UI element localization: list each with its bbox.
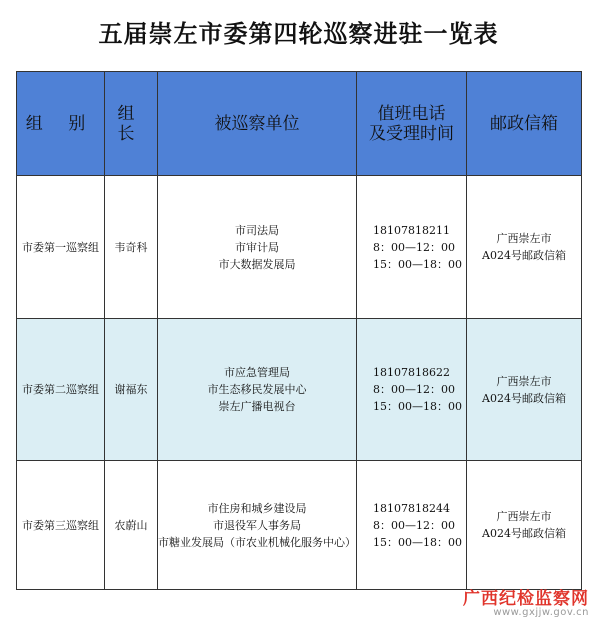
- mail-line2: A024号邮政信箱: [482, 249, 566, 262]
- phone-number: 18107818622: [373, 366, 450, 379]
- mail-line1: 广西崇左市: [496, 374, 552, 388]
- watermark-text: 广西纪检监察网: [463, 589, 589, 609]
- mail-line1: 广西崇左市: [496, 232, 552, 245]
- page-title: 五届崇左市委第四轮巡察进驻一览表: [98, 19, 499, 48]
- hours-afternoon: 15：00—18：00: [373, 535, 462, 549]
- header-unit: 被巡察单位: [158, 72, 357, 176]
- header-phone-line1: 值班电话: [377, 103, 446, 124]
- mail-line2: A024号邮政信箱: [482, 527, 566, 540]
- hours-afternoon: 15：00—18：00: [373, 400, 462, 413]
- phone-number: 18107818211: [373, 223, 450, 237]
- row-units: [158, 319, 357, 461]
- unit-item: 市审计局: [235, 240, 279, 254]
- mail-line2: A024号邮政信箱: [482, 391, 566, 405]
- watermark-url: www.gxjjw.gov.cn: [493, 607, 589, 618]
- row-units: [158, 176, 357, 319]
- row-mail: [467, 461, 582, 590]
- unit-item: 崇左广播电视台: [218, 400, 296, 413]
- table-row: [17, 176, 582, 319]
- header-phone-line2: 及受理时间: [369, 123, 454, 144]
- row-mail: [467, 319, 582, 461]
- hours-afternoon: 15：00—18：00: [373, 257, 462, 271]
- row-phone: [357, 461, 467, 590]
- unit-item: 市应急管理局: [224, 366, 290, 379]
- hours-morning: 8：00—12：00: [373, 240, 455, 254]
- row-phone: [357, 176, 467, 319]
- unit-item: 市生态移民发展中心: [207, 383, 307, 396]
- row-group: 市委第一巡察组: [17, 176, 105, 319]
- row-group: 市委第二巡察组: [17, 319, 105, 461]
- phone-number: 18107818244: [373, 501, 450, 515]
- unit-item: 市糖业发展局（市农业机械化服务中心）: [158, 535, 356, 549]
- inspection-table: [16, 71, 582, 590]
- unit-item: 市退役军人事务局: [213, 518, 301, 532]
- table-header-row: [17, 72, 582, 176]
- row-units: [158, 461, 357, 590]
- header-phone: [357, 72, 467, 176]
- mail-line1: 广西崇左市: [496, 510, 552, 523]
- row-leader: 谢福东: [105, 319, 158, 461]
- row-group: 市委第三巡察组: [17, 461, 105, 590]
- unit-item: 市住房和城乡建设局: [207, 501, 307, 515]
- row-leader: 农蔚山: [105, 461, 158, 590]
- table-row: [17, 319, 582, 461]
- unit-item: 市司法局: [235, 223, 279, 237]
- unit-item: 市大数据发展局: [218, 257, 296, 271]
- header-mail: 邮政信箱: [467, 72, 582, 176]
- site-watermark: [463, 584, 589, 618]
- table-row: [17, 461, 582, 590]
- hours-morning: 8：00—12：00: [373, 518, 455, 532]
- header-leader: 组 长: [105, 72, 158, 176]
- row-mail: [467, 176, 582, 319]
- row-phone: [357, 319, 467, 461]
- hours-morning: 8：00—12：00: [373, 383, 455, 396]
- row-leader: 韦奇科: [105, 176, 158, 319]
- header-group: 组 别: [17, 72, 105, 176]
